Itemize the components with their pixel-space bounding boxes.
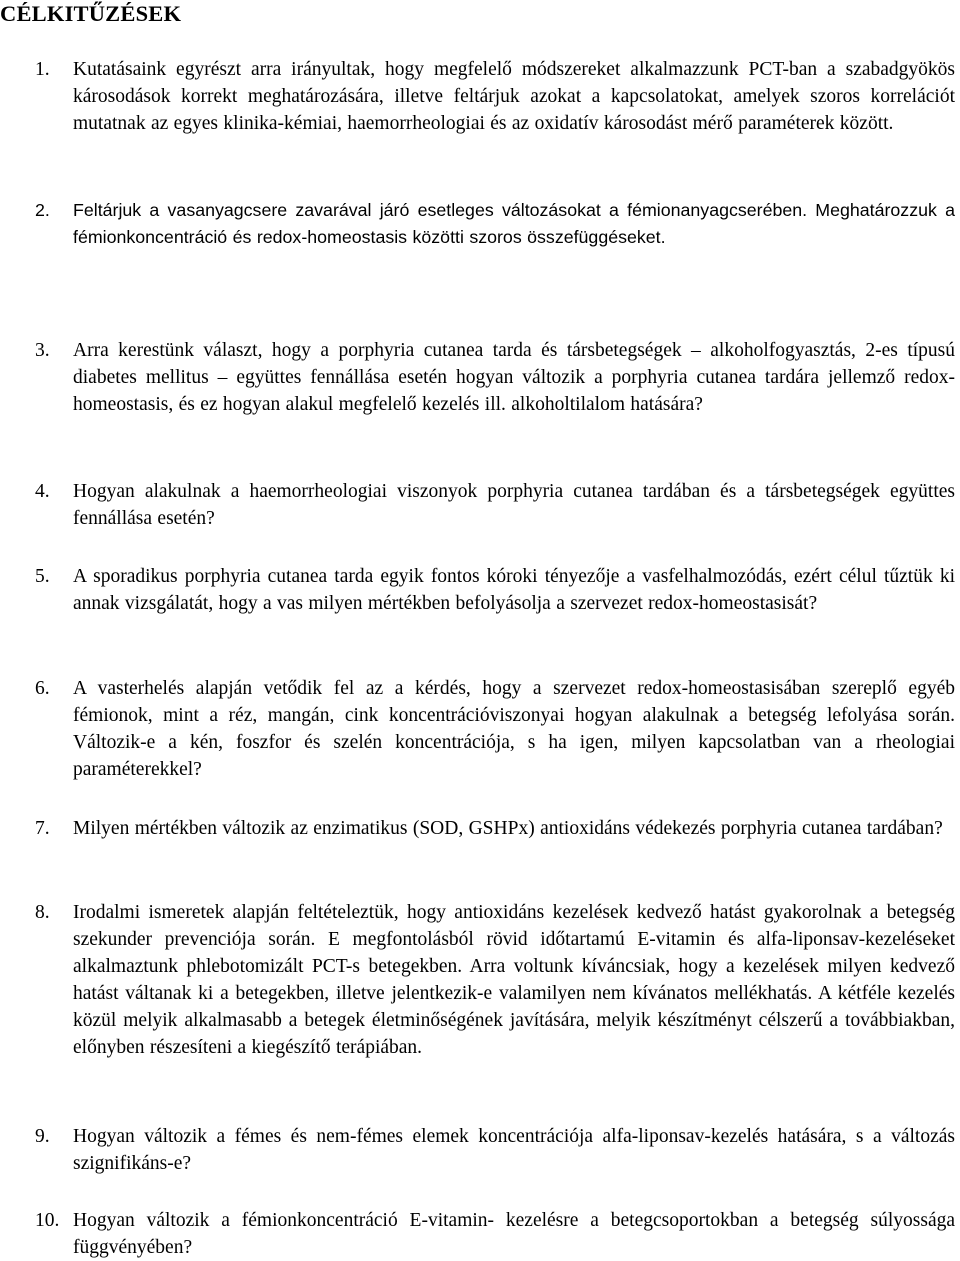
item-number: 5.: [35, 566, 50, 587]
item-text: A vasterhelés alapján vetődik fel az a kérdés, hogy a szervezet redox-homeostasisában szereplő egyéb fémionok, mint a réz, mangán, cink koncentrációviszonyai hogyan alakulnak a betegség lefolyása során. Változik-e a kén, foszfor és szelén koncentrációja, s ha igen, milyen kapcsolatban van a rheologiai paraméterekkel?: [73, 678, 955, 780]
item-text: Kutatásaink egyrészt arra irányultak, hogy megfelelő módszereket alkalmazzunk PCT-ban a szabadgyökös károsodások korrekt meghatározására, illetve feltárjuk azokat a kapcsolatokat, amelyek szoros korrelációt mutatnak az egyes klinika-kémiai, haemorrheologiai és az oxidatív károsodást mérő paraméterek között.: [73, 59, 955, 134]
item-number: 2.: [35, 200, 50, 220]
item-number: 1.: [35, 59, 50, 80]
page-title: CÉLKITŰZÉSEK: [0, 1, 182, 26]
item-number: 10.: [35, 1210, 60, 1231]
item-text: Feltárjuk a vasanyagcsere zavarával járó esetleges változásokat a fémionanyagcserében. Meghatározzuk a fémionkoncentráció és redox-homeostasis közötti szoros összefüggéseket.: [73, 200, 955, 247]
item-text: Hogyan változik a fémionkoncentráció E-vitamin- kezelésre a betegcsoportokban a betegség súlyossága függvényében?: [73, 1210, 955, 1258]
item-text: Hogyan változik a fémes és nem-fémes elemek koncentrációja alfa-liponsav-kezelés hatására, s a változás szignifikáns-e?: [73, 1126, 955, 1174]
item-text: A sporadikus porphyria cutanea tarda egyik fontos kóroki tényezője a vasfelhalmozódás, ezért célul tűztük ki annak vizsgálatát, hogy a vas milyen mértékben befolyásolja a szervezet redox-homeostasisát?: [73, 566, 955, 614]
item-number: 6.: [35, 678, 50, 699]
item-text: Irodalmi ismeretek alapján feltételeztük, hogy antioxidáns kezelések kedvező hatást gyakorolnak a betegség szekunder prevenciója során. E megfontolásból rövid időtartamú E-vitamin és alfa-liponsav-kezeléseket alkalmaztunk phlebotomizált PCT-s betegekben. Arra voltunk kíváncsiak, hogy a kezelések milyen kedvező hatást váltanak ki a betegekben, illetve jelentkezik-e valamilyen nem kívánatos mellékhatás. A kétféle kezelés közül melyik alkalmasabb a betegek életminőségének javítására, melyik készítményt célszerű a továbbiakban, előnyben részesíteni a kiegészítő terápiában.: [73, 902, 955, 1058]
item-number: 7.: [35, 818, 50, 839]
item-number: 4.: [35, 481, 50, 502]
item-number: 9.: [35, 1126, 50, 1147]
item-number: 3.: [35, 340, 50, 361]
item-number: 8.: [35, 902, 50, 923]
item-text: Arra kerestünk választ, hogy a porphyria cutanea tarda és társbetegségek – alkoholfogyasztás, 2-es típusú diabetes mellitus – együttes fennállása esetén hogyan változik a porphyria cutanea tardára jellemző redox-homeostasis, és ez hogyan alakul megfelelő kezelés ill. alkoholtilalom hatására?: [73, 340, 955, 415]
item-text: Hogyan alakulnak a haemorrheologiai viszonyok porphyria cutanea tardában és a társbetegségek együttes fennállása esetén?: [73, 481, 955, 529]
item-text: Milyen mértékben változik az enzimatikus (SOD, GSHPx) antioxidáns védekezés porphyria cutanea tardában?: [73, 818, 943, 839]
